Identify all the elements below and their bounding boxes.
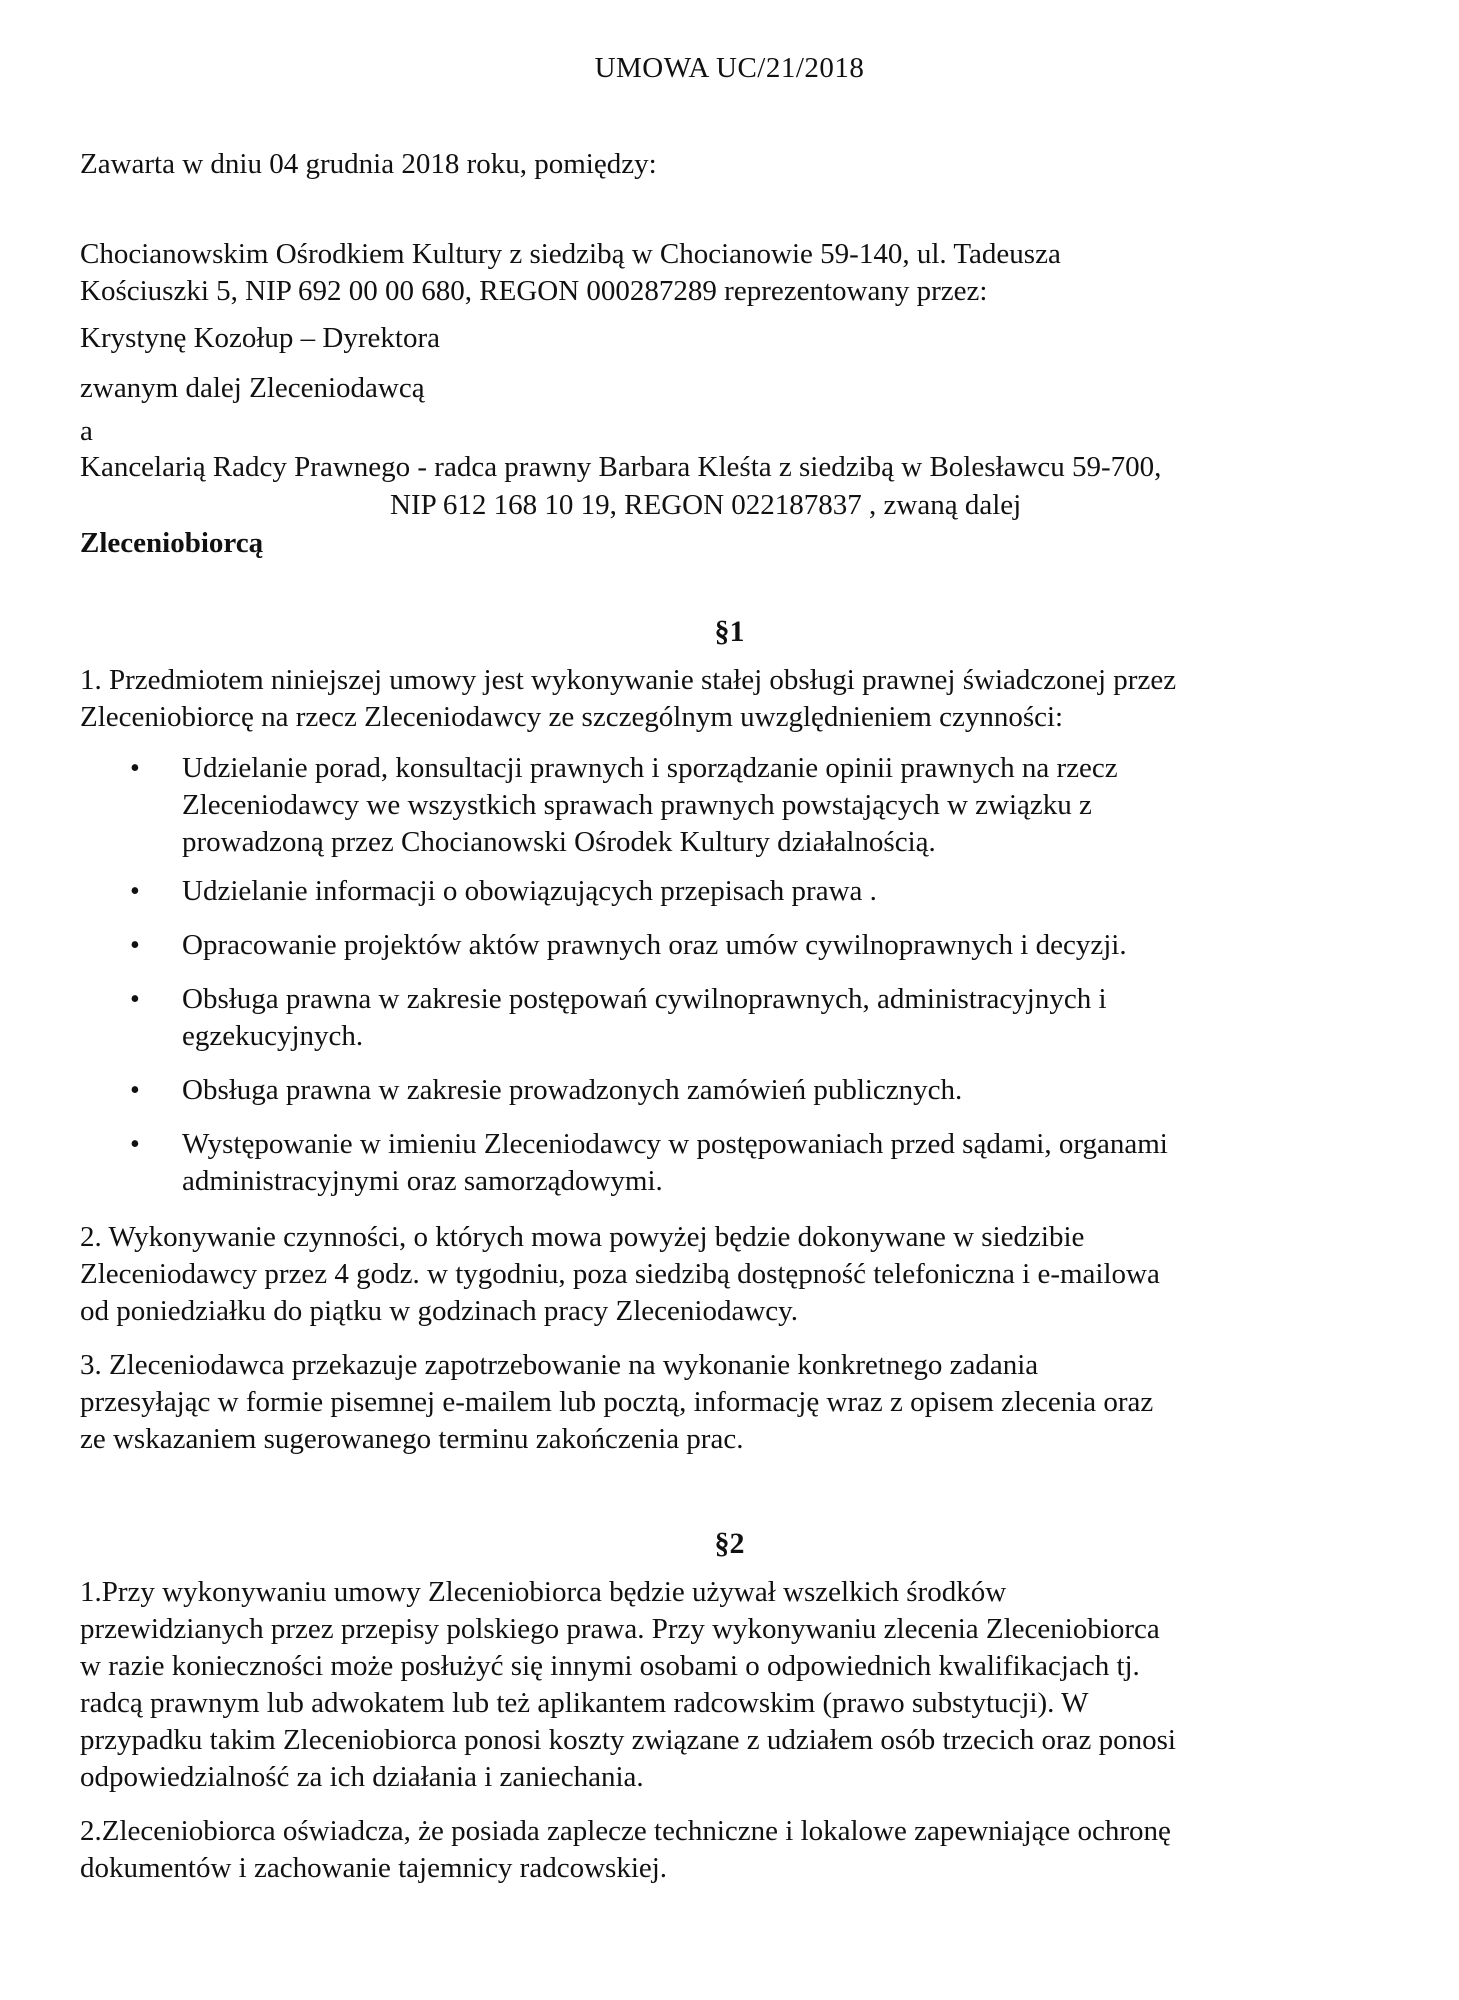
list-item-line: • Opracowanie projektów aktów prawnych oraz umów cywilnoprawnych i decyzji. (182, 929, 1127, 961)
list-item (128, 1072, 1168, 1109)
party1-role: zwanym dalej Zleceniodawcą (80, 372, 425, 404)
conjunction: a (80, 415, 93, 447)
paragraph-line: 2.Zleceniobiorca oświadcza, że posiada zaplecze techniczne i lokalowe zapewniające ochronę (80, 1815, 1171, 1847)
intro-line: Zawarta w dniu 04 grudnia 2018 roku, pomiędzy: (80, 148, 657, 180)
list-item-line: administracyjnymi oraz samorządowymi. (182, 1165, 663, 1197)
activities-list (128, 750, 1168, 1200)
paragraph-line: radcą prawnym lub adwokatem lub też aplikantem radcowskim (prawo substytucji). W (80, 1687, 1089, 1719)
party2-line: Kancelarią Radcy Prawnego - radca prawny Barbara Kleśta z siedzibą w Bolesławcu 59-700, (80, 451, 1162, 483)
paragraph-line: Zleceniobiorcę na rzecz Zleceniodawcy ze szczególnym uwzględnieniem czynności: (80, 701, 1064, 733)
list-item-line: Zleceniodawcy we wszystkich sprawach prawnych powstających w związku z (182, 789, 1092, 821)
paragraph-line: ze wskazaniem sugerowanego terminu zakończenia prac. (80, 1423, 744, 1455)
list-item (128, 981, 1168, 1055)
paragraph-line: 2. Wykonywanie czynności, o których mowa powyżej będzie dokonywane w siedzibie (80, 1221, 1085, 1253)
list-item-line: • Obsługa prawna w zakresie prowadzonych zamówień publicznych. (182, 1074, 963, 1106)
paragraph-line: od poniedziałku do piątku w godzinach pracy Zleceniodawcy. (80, 1295, 799, 1327)
list-item-line: • Obsługa prawna w zakresie postępowań cywilnoprawnych, administracyjnych i (182, 983, 1107, 1015)
paragraph-line: przypadku takim Zleceniobiorca ponosi koszty związane z udziałem osób trzecich oraz ponosi (80, 1724, 1176, 1756)
paragraph-line: dokumentów i zachowanie tajemnicy radcowskiej. (80, 1852, 668, 1884)
paragraph-line: Zleceniodawcy przez 4 godz. w tygodniu, poza siedzibą dostępność telefoniczna i e-mailowa (80, 1258, 1160, 1290)
list-item-line: • Udzielanie porad, konsultacji prawnych i sporządzanie opinii prawnych na rzecz (182, 752, 1118, 784)
list-item-line: • Udzielanie informacji o obowiązujących przepisach prawa . (182, 875, 877, 907)
list-item (128, 750, 1168, 861)
list-item-line: prowadzoną przez Chocianowski Ośrodek Kultury działalnością. (182, 826, 936, 858)
list-item (128, 1126, 1168, 1200)
party2-role: Zleceniobiorcą (80, 527, 264, 559)
document-title: UMOWA UC/21/2018 (594, 52, 865, 84)
paragraph-line: odpowiedzialność za ich działania i zaniechania. (80, 1761, 644, 1793)
list-item (128, 873, 1168, 910)
section-heading: §1 (714, 615, 745, 648)
paragraph-line: przesyłając w formie pisemnej e-mailem lub pocztą, informację wraz z opisem zlecenia oraz (80, 1386, 1154, 1418)
paragraph-line: 3. Zleceniodawca przekazuje zapotrzebowanie na wykonanie konkretnego zadania (80, 1349, 1039, 1381)
party1-line: Kościuszki 5, NIP 692 00 00 680, REGON 000287289 reprezentowany przez: (80, 275, 988, 307)
paragraph-line: przewidzianych przez przepisy polskiego prawa. Przy wykonywaniu zlecenia Zleceniobiorca (80, 1613, 1160, 1645)
representative: Krystynę Kozołup – Dyrektora (80, 322, 440, 354)
list-item-line: • Występowanie w imieniu Zleceniodawcy w postępowaniach przed sądami, organami (182, 1128, 1168, 1160)
list-item-line: egzekucyjnych. (182, 1020, 364, 1052)
paragraph-line: 1. Przedmiotem niniejszej umowy jest wykonywanie stałej obsługi prawnej świadczonej przez (80, 664, 1177, 696)
list-item (128, 927, 1168, 964)
paragraph-line: 1.Przy wykonywaniu umowy Zleceniobiorca będzie używał wszelkich środków (80, 1576, 1007, 1608)
party2-line: NIP 612 168 10 19, REGON 022187837 , zwaną dalej (390, 489, 1022, 521)
section-heading: §2 (714, 1527, 745, 1560)
party1-line: Chocianowskim Ośrodkiem Kultury z siedzibą w Chocianowie 59-140, ul. Tadeusza (80, 238, 1061, 270)
paragraph-line: w razie konieczności może posłużyć się innymi osobami o odpowiednich kwalifikacjach tj. (80, 1650, 1140, 1682)
